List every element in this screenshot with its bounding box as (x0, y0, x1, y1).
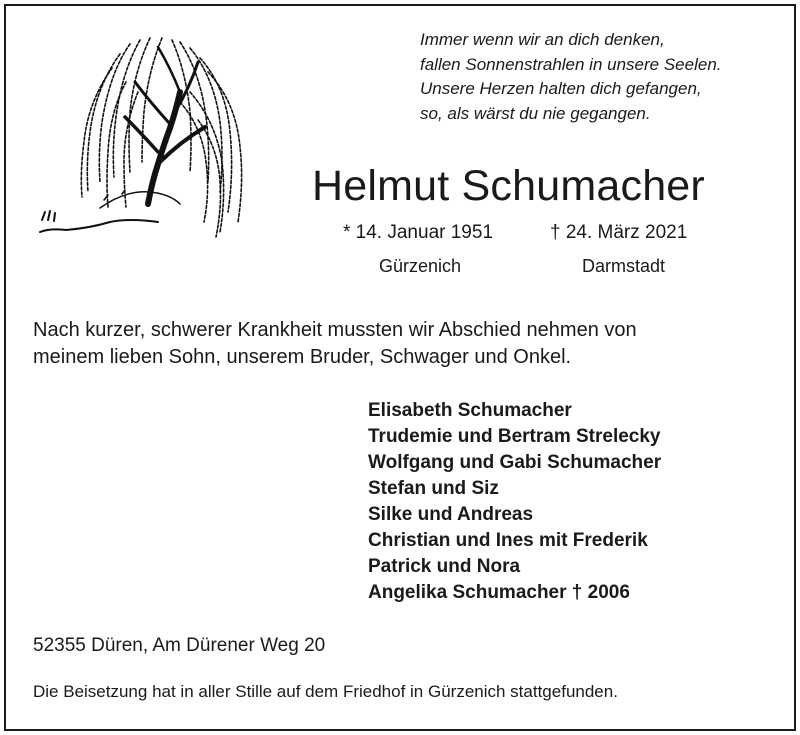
poem-line: so, als wärst du nie gegangen. (420, 103, 651, 123)
mourner-name: Silke und Andreas (368, 504, 534, 525)
mourner-name: Christian und Ines mit Frederik (368, 530, 648, 551)
family-address: 52355 Düren, Am Dürener Weg 20 (33, 635, 326, 656)
death-place: Darmstadt (582, 256, 666, 276)
mourner-name: Angelika Schumacher † 2006 (368, 582, 630, 603)
deceased-name: Helmut Schumacher (312, 162, 705, 210)
mourners-list (368, 398, 661, 606)
birth-place: Gürzenich (379, 256, 462, 276)
birth-date: * 14. Januar 1951 (343, 222, 494, 243)
poem (420, 28, 722, 126)
death-date: † 24. März 2021 (550, 222, 688, 243)
mourner-name: Elisabeth Schumacher (368, 400, 572, 421)
funeral-note: Die Beisetzung hat in aller Stille auf dem Friedhof in Gürzenich stattgefunden. (33, 682, 618, 701)
mourner-name: Wolfgang und Gabi Schumacher (368, 452, 662, 473)
poem-line: Immer wenn wir an dich denken, (420, 30, 665, 49)
poem-line: Unsere Herzen halten dich gefangen, (420, 79, 702, 98)
mourner-name: Trudemie und Bertram Strelecky (368, 426, 661, 447)
announcement-line: Nach kurzer, schwerer Krankheit mussten wir Abschied nehmen von (33, 319, 637, 341)
mourner-name: Patrick und Nora (368, 556, 521, 577)
weeping-willow-icon (30, 32, 255, 247)
announcement-text (33, 317, 637, 371)
poem-line: fallen Sonnenstrahlen in unsere Seelen. (420, 54, 722, 74)
mourner-name: Stefan und Siz (368, 478, 499, 499)
announcement-line: meinem lieben Sohn, unserem Bruder, Schwager und Onkel. (33, 346, 572, 368)
